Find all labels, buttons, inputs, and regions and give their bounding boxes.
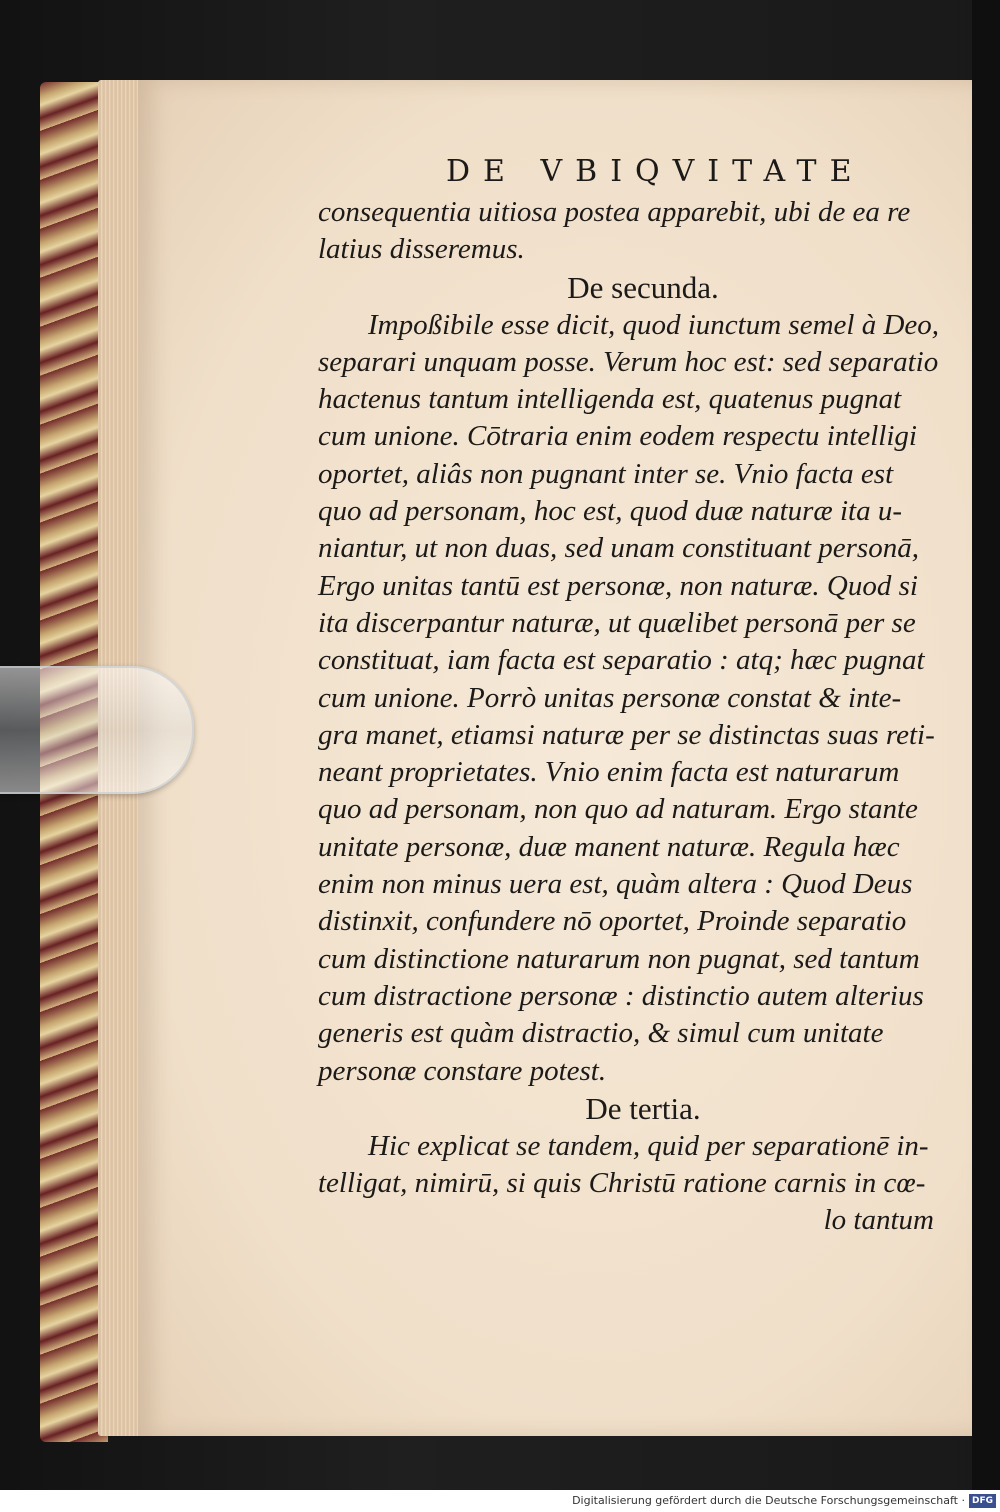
text-line: unitate personæ, duæ manent naturæ. Regula hæc <box>318 830 900 863</box>
footer-credit: Digitalisierung gefördert durch die Deutsche Forschungsgemeinschaft · <box>572 1494 965 1507</box>
text-line: latius disseremus. <box>318 233 525 266</box>
page-holder-clip <box>0 666 194 794</box>
text-line-indented: Hic explicat se tandem, quid per separationē in- <box>368 1129 929 1162</box>
text-line: constituat, iam facta est separatio : atq; hæc pugnat <box>318 644 925 677</box>
text-line: cum distractione personæ : distinctio autem alterius <box>318 979 924 1012</box>
text-line: personæ constare potest. <box>318 1054 607 1087</box>
text-line: distinxit, confundere nō oportet, Proinde separatio <box>318 905 907 938</box>
section-heading: De secunda. <box>567 269 719 305</box>
text-line: separari unquam posse. Verum hoc est: sed separatio <box>318 345 939 378</box>
text-line: generis est quàm distractio, & simul cum unitate <box>318 1017 884 1050</box>
catchword: lo tantum <box>823 1204 934 1237</box>
digitization-footer <box>0 1490 1000 1512</box>
text-line: quo ad personam, hoc est, quod duæ naturæ ita u- <box>318 495 903 528</box>
text-line: ita discerpantur naturæ, ut quælibet personā per se <box>318 606 916 639</box>
text-line: neant proprietates. Vnio enim facta est naturarum <box>318 756 900 789</box>
text-line: telligat, nimirū, si quis Christū ratione carnis in cœ- <box>318 1167 926 1200</box>
text-line: consequentia uitiosa postea apparebit, ubi de ea re <box>318 196 911 228</box>
text-line: cum distinctione naturarum non pugnat, sed tantum <box>318 942 920 975</box>
right-margin-shadow <box>972 0 1000 1490</box>
text-line: hactenus tantum intelligenda est, quatenus pugnat <box>318 383 902 416</box>
text-line-indented: Impoßibile esse dicit, quod iunctum semel à Deo, <box>368 308 940 341</box>
text-line: cum unione. Porrò unitas personæ constat & inte- <box>318 681 902 714</box>
section-heading: De tertia. <box>585 1090 701 1126</box>
text-line: cum unione. Cōtraria enim eodem respectu intelligi <box>318 420 917 453</box>
text-line: gra manet, etiamsi naturæ per se distinctas suas reti- <box>318 718 935 751</box>
text-line: enim non minus uera est, quàm altera : Quod Deus <box>318 868 913 901</box>
text-line: Ergo unitas tantū est personæ, non naturæ. Quod si <box>318 569 918 602</box>
dfg-logo: DFG <box>969 1494 996 1508</box>
text-line: oportet, aliâs non pugnant inter se. Vnio facta est <box>318 457 894 490</box>
running-head: DE VBIQVITATE <box>446 154 865 189</box>
text-line: quo ad personam, non quo ad naturam. Ergo stante <box>318 793 918 826</box>
page-text <box>318 150 968 1240</box>
text-lines <box>318 194 968 1240</box>
text-line: niantur, ut non duas, sed unam constituant personā, <box>318 532 919 565</box>
